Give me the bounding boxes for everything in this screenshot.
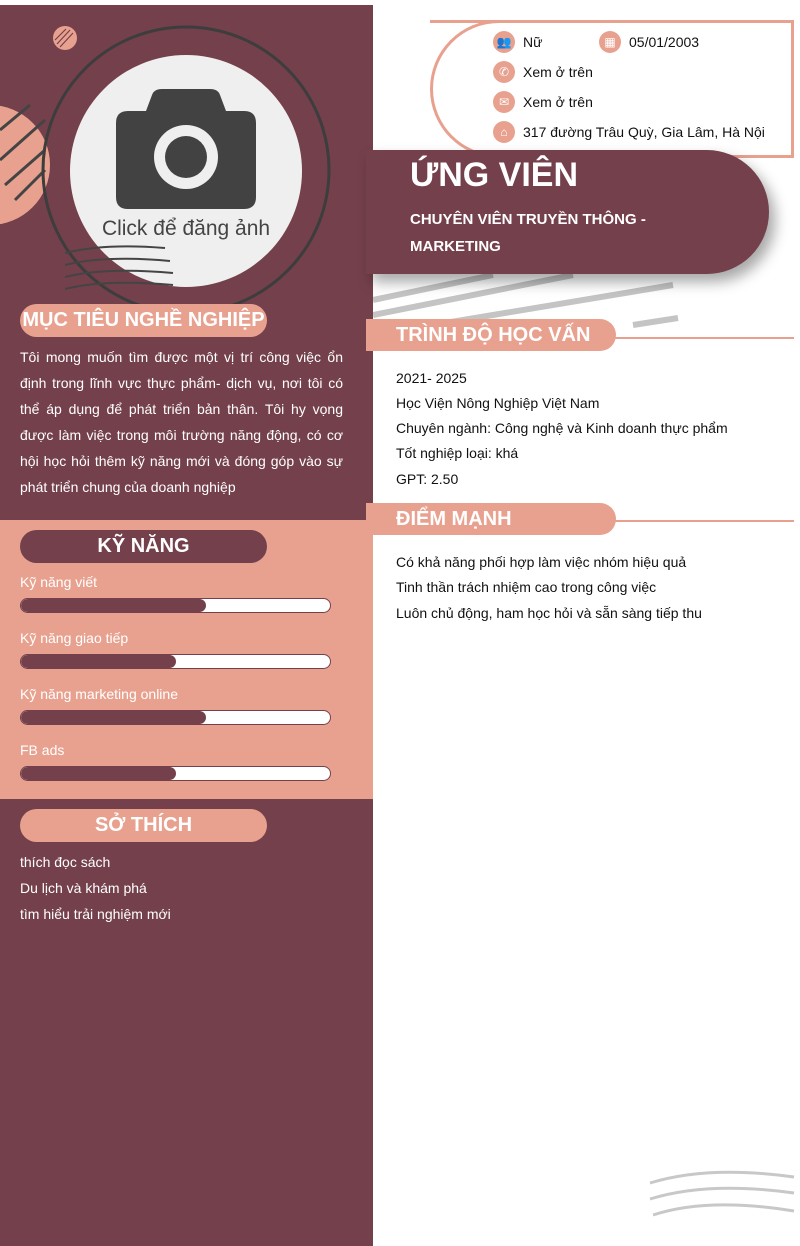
education-item: Tốt nghiệp loại: khá	[396, 445, 519, 461]
job-title: CHUYÊN VIÊN TRUYỀN THÔNG - MARKETING	[410, 211, 646, 255]
divider	[600, 520, 794, 522]
photo-upload[interactable]	[70, 55, 302, 287]
candidate-name: ỨNG VIÊN	[410, 156, 579, 194]
email-value: Xem ở trên	[523, 94, 593, 110]
education-item: 2021- 2025	[396, 370, 467, 386]
education-item: Học Viện Nông Nghiệp Việt Nam	[396, 395, 600, 411]
skill-bar	[20, 710, 331, 725]
skills-title: KỸ NĂNG	[20, 530, 267, 563]
wavy-strokes	[648, 1165, 798, 1225]
skill-bar	[20, 598, 331, 613]
photo-label: Click để đăng ảnh	[101, 217, 271, 240]
address-row	[493, 121, 765, 143]
strengths-title: ĐIỂM MẠNH	[366, 503, 616, 535]
phone-row	[493, 61, 593, 83]
home-icon: ⌂	[493, 121, 515, 143]
phone-value: Xem ở trên	[523, 64, 593, 80]
strength-item: Có khả năng phối hợp làm việc nhóm hiệu quả	[396, 554, 687, 570]
hobby-item: thích đọc sách	[20, 854, 111, 870]
skill-item	[20, 742, 331, 781]
email-row	[493, 91, 593, 113]
education-item: GPT: 2.50	[396, 471, 459, 487]
skill-bar-fill	[21, 711, 206, 724]
gender-row	[493, 31, 542, 53]
education-item: Chuyên ngành: Công nghệ và Kinh doanh thực phẩm	[396, 420, 728, 436]
hobbies-title: SỞ THÍCH	[20, 809, 267, 842]
skill-label: Kỹ năng marketing online	[20, 686, 178, 702]
skill-bar-fill	[21, 599, 206, 612]
skill-bar-fill	[21, 655, 176, 668]
gender-value: Nữ	[523, 34, 543, 50]
strength-item: Tinh thần trách nhiệm cao trong công việc	[396, 579, 657, 595]
calendar-icon: ▦	[599, 31, 621, 53]
name-banner	[366, 150, 769, 274]
skill-bar-fill	[21, 767, 176, 780]
objective-text: Tôi mong muốn tìm được một vị trí công việc ổn định trong lĩnh vực thực phẩm- dịch vụ, nơi tôi có thể áp dụng để phát triển bản thân. Tôi hy vọng được làm việc trong môi trường năng động, có cơ hội học hỏi thêm kỹ năng mới và đóng góp vào sự phát triển chung của doanh nghiệp	[20, 349, 343, 495]
education-title: TRÌNH ĐỘ HỌC VẤN	[366, 319, 616, 351]
objective-title: MỤC TIÊU NGHỀ NGHIỆP	[20, 304, 267, 337]
camera-icon	[116, 89, 256, 209]
skill-item	[20, 630, 331, 669]
address-value: 317 đường Trâu Quỳ, Gia Lâm, Hà Nội	[523, 124, 765, 140]
phone-icon: ✆	[493, 61, 515, 83]
wavy-lines	[65, 243, 185, 303]
strength-item: Luôn chủ động, ham học hỏi và sẵn sàng tiếp thu	[396, 605, 702, 621]
gender-icon: 👥	[493, 31, 515, 53]
divider	[600, 337, 794, 339]
skill-bar	[20, 654, 331, 669]
skill-label: Kỹ năng viết	[20, 574, 98, 590]
hobby-item: tìm hiểu trải nghiệm mới	[20, 906, 171, 922]
dob-row	[599, 31, 699, 53]
dob-value: 05/01/2003	[629, 34, 700, 50]
skill-item	[20, 574, 331, 613]
skill-label: Kỹ năng giao tiếp	[20, 630, 129, 646]
skill-label: FB ads	[20, 742, 65, 758]
skill-item	[20, 686, 331, 725]
mail-icon: ✉	[493, 91, 515, 113]
skill-bar	[20, 766, 331, 781]
hobby-item: Du lịch và khám phá	[20, 880, 147, 896]
